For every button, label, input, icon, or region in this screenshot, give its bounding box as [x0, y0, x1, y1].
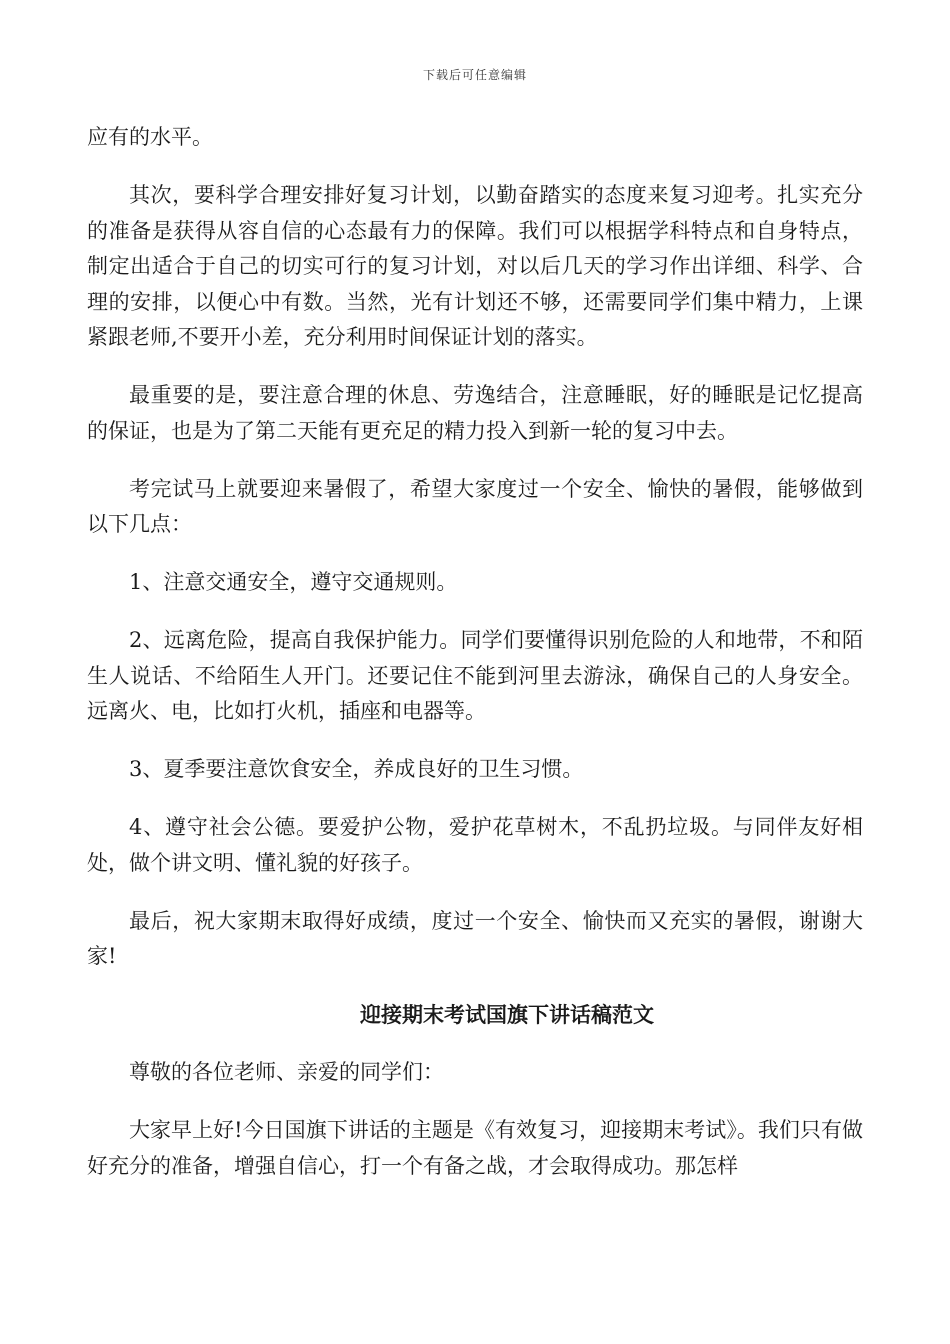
list-item: 3、夏季要注意饮食安全，养成良好的卫生习惯。: [129, 757, 584, 781]
paragraph: 其次，要科学合理安排好复习计划，以勤奋踏实的态度来复习迎考。扎实充分的准备是获得从容自信的心态最有力的保障。我们可以根据学科特点和自身特点，制定出适合于自己的切实可行的复习计划，对以后几天的学习作出详细、科学、合理的安排，以便心中有数。当然，光有计划还不够，还需要同学们集中精力，上课紧跟老师,不要开小差，充分利用时间保证计划的落实。: [87, 183, 863, 349]
salutation: 尊敬的各位老师、亲爱的同学们：: [129, 1060, 444, 1084]
section-title: 迎接期末考试国旗下讲话稿范文: [360, 1002, 654, 1027]
paragraph: 最重要的是，要注意合理的休息、劳逸结合，注意睡眠，好的睡眠是记忆提高的保证，也是为了第二天能有更充足的精力投入到新一轮的复习中去。: [87, 383, 863, 443]
list-item: 2、远离危险，提高自我保护能力。同学们要懂得识别危险的人和地带，不和陌生人说话、不给陌生人开门。还要记住不能到河里去游泳，确保自己的人身安全。远离火、电，比如打火机，插座和电器等。: [87, 628, 863, 723]
paragraph: 应有的水平。: [87, 125, 213, 149]
paragraph: 考完试马上就要迎来暑假了，希望大家度过一个安全、愉快的暑假，能够做到以下几点：: [87, 476, 863, 536]
paragraph: 大家早上好!今日国旗下讲话的主题是《有效复习，迎接期末考试》。我们只有做好充分的准备，增强自信心，打一个有备之战，才会取得成功。那怎样: [87, 1118, 863, 1178]
page-header-note: 下载后可任意编辑: [422, 68, 527, 82]
paragraph: 最后，祝大家期末取得好成绩，度过一个安全、愉快而又充实的暑假，谢谢大家!: [87, 908, 863, 968]
list-item: 4、遵守社会公德。要爱护公物，爱护花草树木，不乱扔垃圾。与同伴友好相处，做个讲文明、懂礼貌的好孩子。: [87, 815, 863, 875]
document-body: [87, 120, 863, 1207]
list-item: 1、注意交通安全，遵守交通规则。: [129, 570, 458, 594]
